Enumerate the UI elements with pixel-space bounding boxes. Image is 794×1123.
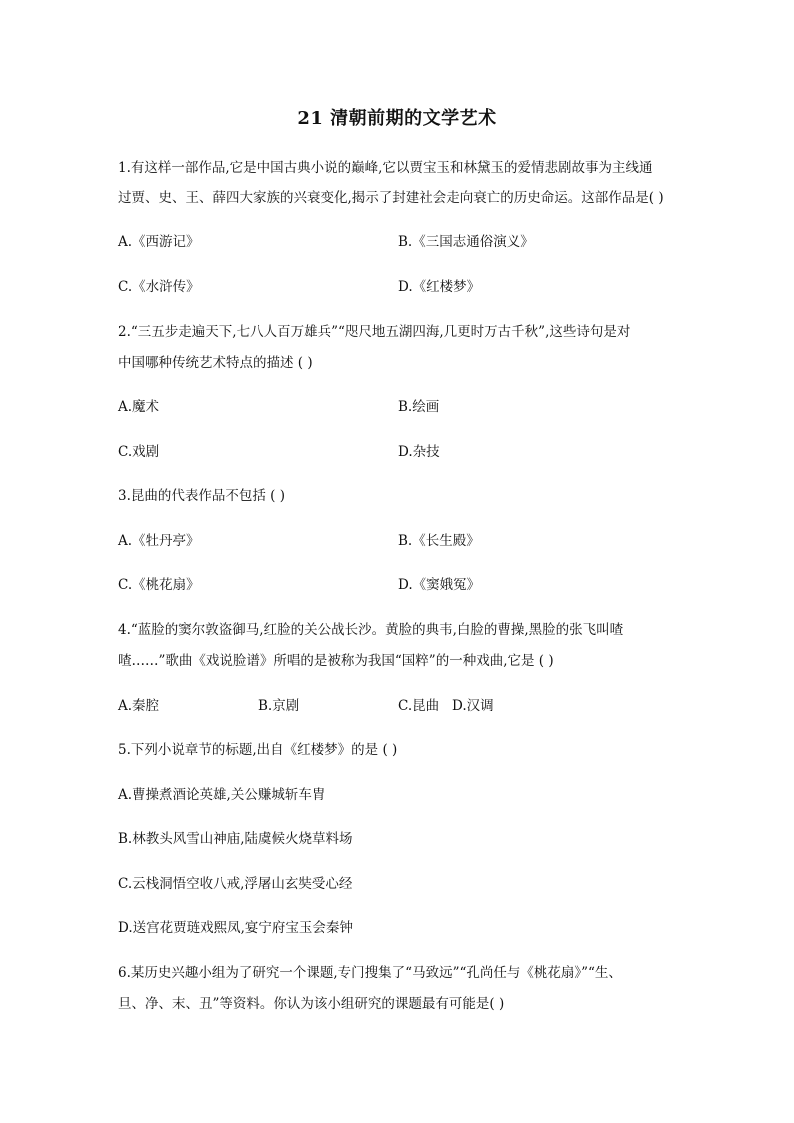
question-2-option-a: A.魔术: [118, 399, 160, 415]
page-title: 21 清朝前期的文学艺术: [297, 108, 497, 129]
question-2-line-2: 中国哪种传统艺术特点的描述 ( ): [118, 355, 313, 371]
question-4-option-b: B.京剧: [258, 698, 300, 714]
question-5-option-d: D.送宫花贾琏戏熙凤,宴宁府宝玉会秦钟: [118, 920, 353, 936]
question-2-option-b: B.绘画: [398, 399, 440, 415]
question-1-option-a: A.《西游记》: [118, 234, 200, 250]
question-1-option-d: D.《红楼梦》: [398, 279, 481, 295]
question-2-option-d: D.杂技: [398, 444, 440, 460]
question-1-option-b: B.《三国志通俗演义》: [398, 234, 534, 250]
question-5-option-b: B.林教头风雪山神庙,陆虞候火烧草料场: [118, 831, 353, 847]
question-6-line-1: 6.某历史兴趣小组为了研究一个课题,专门搜集了“马致远”“孔尚任与《桃花扇》”“生、: [118, 965, 622, 981]
question-6-line-2: 旦、净、末、丑”等资料。你认为该小组研究的课题最有可能是( ): [118, 996, 505, 1012]
question-3-option-a: A.《牡丹亭》: [118, 533, 200, 549]
question-5-option-c: C.云栈洞悟空收八戒,浮屠山玄奘受心经: [118, 876, 353, 892]
question-4-line-2: 喳……”歌曲《戏说脸谱》所唱的是被称为我国“国粹”的一种戏曲,它是 ( ): [118, 653, 554, 669]
question-1-line-1: 1.有这样一部作品,它是中国古典小说的巅峰,它以贾宝玉和林黛玉的爱情悲剧故事为主线通: [118, 160, 653, 176]
question-4-option-c: C.昆曲: [398, 698, 440, 714]
question-5-line-1: 5.下列小说章节的标题,出自《红楼梦》的是 ( ): [118, 742, 398, 758]
question-2-option-c: C.戏剧: [118, 444, 160, 460]
question-3-option-b: B.《长生殿》: [398, 533, 480, 549]
question-2-line-1: 2.“三五步走遍天下,七八人百万雄兵”“咫尺地五湖四海,几更时万古千秋”,这些诗句是对: [118, 324, 631, 340]
question-4-line-1: 4.“蓝脸的窦尔敦盗御马,红脸的关公战长沙。黄脸的典韦,白脸的曹操,黑脸的张飞叫喳: [118, 622, 624, 638]
question-3-option-c: C.《桃花扇》: [118, 577, 200, 593]
question-4-option-d: D.汉调: [452, 698, 494, 714]
question-3-line-1: 3.昆曲的代表作品不包括 ( ): [118, 488, 285, 504]
question-1-line-2: 过贾、史、王、薛四大家族的兴衰变化,揭示了封建社会走向衰亡的历史命运。这部作品是( ): [118, 190, 664, 206]
question-4-option-a: A.秦腔: [118, 698, 160, 714]
question-3-option-d: D.《窦娥冤》: [398, 577, 481, 593]
question-1-option-c: C.《水浒传》: [118, 279, 200, 295]
question-5-option-a: A.曹操煮酒论英雄,关公赚城斩车胄: [118, 787, 326, 803]
